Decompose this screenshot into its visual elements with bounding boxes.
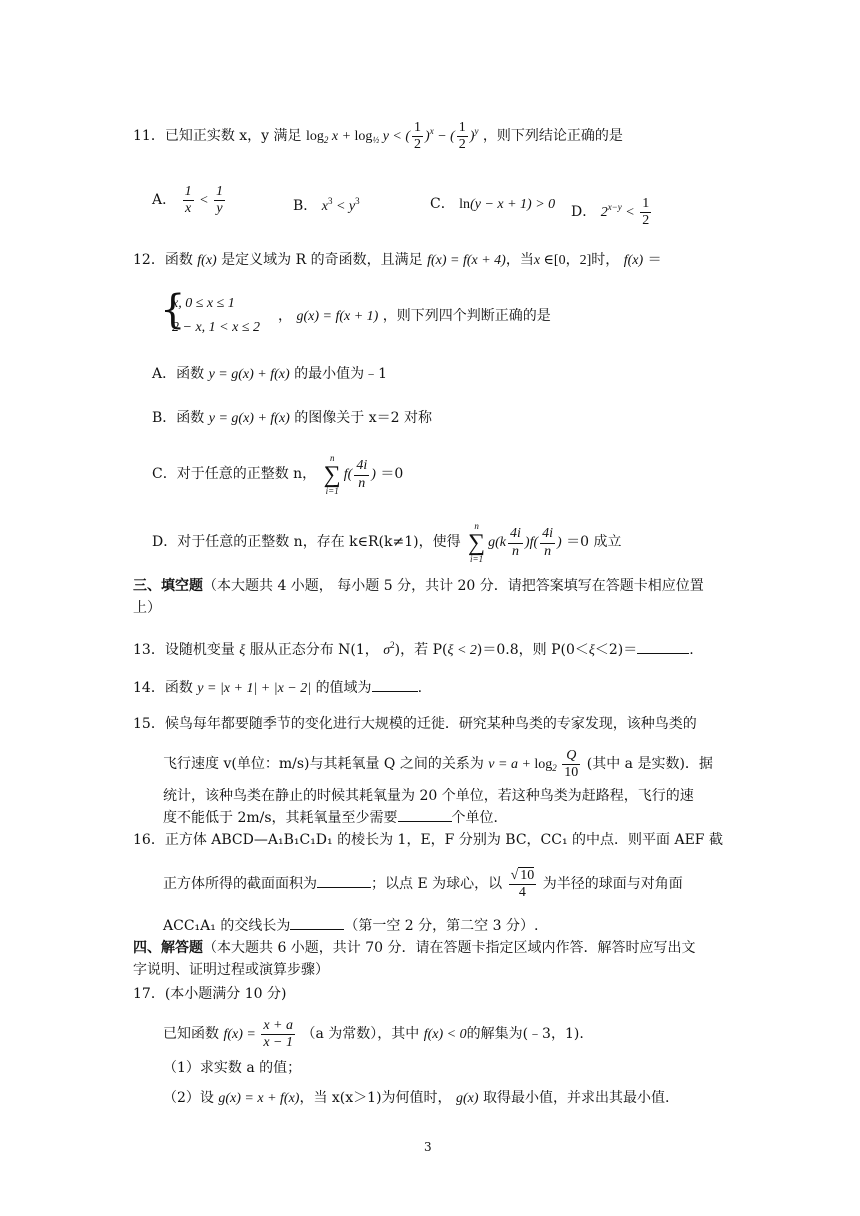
q17-part-2a: （2）设	[163, 1090, 214, 1106]
q12-opt-d-math: n ∑ i=1 g(k $\frac{4i}{n}$ )f( $\frac{4i}{n}$ )	[468, 521, 562, 564]
q17-part-1: （1）求实数 a 的值；	[163, 1060, 302, 1076]
q12-opt-c-post: ＝0	[380, 466, 404, 483]
q16-line-3	[163, 918, 538, 935]
q12-piece-1: x, 0 ≤ x ≤ 1	[172, 296, 235, 311]
q13-xi-lt-2: ξ < 2	[447, 643, 477, 658]
q11-opt-d-label: D．	[571, 203, 597, 220]
q11-option-a	[152, 184, 227, 217]
section-3-desc-2: 上）	[133, 600, 161, 616]
section-3-desc: （本大题共 4 小题， 每小题 5 分，共计 20 分．请把答案填写在答题卡相应位置	[203, 578, 704, 594]
answer-blank[interactable]	[290, 929, 344, 930]
answer-blank[interactable]	[372, 691, 418, 692]
sigma-squared: $\sigma^2$	[383, 640, 395, 658]
q15-line-2	[163, 748, 713, 781]
q14	[133, 680, 422, 698]
q13-a: 13．设随机变量	[133, 642, 235, 658]
q14-b: 的值域为	[315, 680, 372, 696]
answer-blank[interactable]	[637, 653, 689, 654]
q12-option-b	[152, 410, 432, 428]
q11-inequality: $\log_2 x + \log_{\frac{1}{2}} y$ < ( $\frac{1}{2}$ )$^x$ − ( $\frac{1}{2}$ )$^y$	[305, 120, 479, 153]
q11-opt-b-label: B．	[293, 198, 318, 214]
q13-d: )＝0.8，则 P(0＜	[476, 642, 589, 658]
q16-radius: $\frac{√ 10}{4}$	[510, 868, 535, 901]
answer-blank[interactable]	[317, 887, 371, 888]
q15-line-2b: (其中 a 是实数)．据	[586, 755, 713, 772]
piecewise-brace: {	[160, 287, 186, 333]
q12-stem-g: ，则下列四个判断正确的是	[382, 308, 551, 324]
q11-stem	[133, 120, 623, 153]
section-4-desc: （本大题共 6 小题，共计 70 分．请在答题卡指定区域内作答．解答时应写出文	[203, 940, 696, 956]
q17-gx: g(x) = x + f(x)	[218, 1091, 300, 1106]
q15-line-4	[163, 810, 508, 827]
q11-opt-c-math: ln(y − x + 1) > 0	[459, 197, 556, 212]
xi-symbol-2: ξ	[588, 643, 595, 658]
q17-gx-2: g(x)	[455, 1091, 479, 1106]
q12-option-a	[152, 366, 387, 384]
q12-periodic: f(x) = f(x + 4)	[427, 253, 506, 268]
section-3-header	[133, 578, 704, 595]
q16-line-1: 16．正方体 ABCD—A₁B₁C₁D₁ 的棱长为 1，E，F 分别为 BC，CC₁ 的中点．则平面 AEF 截	[133, 832, 723, 848]
q12-opt-a-math: y = g(x) + f(x)	[208, 367, 290, 382]
q12-option-c	[152, 454, 403, 496]
q16-line-3b: （第一空 2 分，第二空 3 分）.	[344, 918, 539, 934]
q17-head: 17．(本小题满分 10 分)	[133, 986, 287, 1002]
q11-option-b	[293, 196, 360, 216]
q13	[133, 640, 694, 660]
q12-opt-b-post: 的图像关于 x＝2 对称	[294, 410, 432, 426]
q17-line-1c: 的解集为(﹣3，1).	[466, 1025, 584, 1042]
q12-gx: g(x) = f(x + 1)	[296, 309, 379, 324]
q15-line-4b: 个单位．	[451, 810, 508, 826]
q12-stem-d: 时，	[591, 252, 620, 268]
q11-option-d	[571, 196, 653, 229]
q15-line-4a: 度不能低于 2m/s，其耗氧量至少需要	[163, 810, 398, 826]
q13-f: .	[689, 642, 694, 658]
q12-stem-c: ，当	[505, 252, 534, 268]
q17-part-2	[163, 1090, 669, 1108]
q17-part-2b: ，当 x(x＞1)为何值时，	[299, 1090, 452, 1106]
q12-opt-a-pre: A．函数	[152, 366, 205, 382]
q12-opt-b-math: y = g(x) + f(x)	[208, 411, 290, 426]
section-4-desc-2: 字说明、证明过程或演算步骤）	[133, 962, 329, 978]
q15-line-2a: 飞行速度 v(单位：m/s)与其耗氧量 Q 之间的关系为	[163, 755, 484, 772]
q11-opt-a-math: $\frac{1}{x}$ < $\frac{1}{y}$	[184, 184, 224, 217]
q12-opt-a-post: 的最小值为﹣1	[294, 366, 388, 382]
q11-opt-a-label: A．	[152, 191, 177, 208]
q12-opt-c-pre: C．对于任意的正整数 n，	[152, 466, 317, 483]
page-number: 3	[424, 1140, 432, 1154]
q13-c: )，若 P(	[394, 642, 448, 658]
q12-stem	[133, 252, 662, 270]
q16-line-2c: 为半径的球面与对角面	[542, 875, 683, 892]
q17-line-1a: 已知函数	[163, 1025, 219, 1042]
q13-e: ＜2)＝	[594, 642, 638, 658]
q12-opt-c-math: n ∑ i=1 f( $\frac{4i}{n}$ )	[323, 453, 376, 496]
q11-opt-c-label: C．	[430, 196, 455, 212]
q16-line-3a: ACC₁A₁ 的交线长为	[163, 918, 291, 934]
q16-line-2	[163, 868, 683, 901]
q17-fx: f(x) = $\frac{x + a}{x - 1}$	[223, 1018, 293, 1051]
answer-blank[interactable]	[398, 821, 452, 822]
q12-opt-d-pre: D．对于任意的正整数 n，存在 k∈R(k≠1)，使得	[152, 534, 461, 551]
q12-stem-f: ，	[278, 308, 292, 324]
q15-line-3: 统计，该种鸟类在静止的时候其耗氧量为 20 个单位，若这种鸟类为赶路程，飞行的速	[163, 788, 694, 804]
section-3-title: 三、填空题	[133, 578, 203, 594]
q14-math: y = |x + 1| + |x − 2|	[197, 681, 312, 696]
q15-line-1: 15．候鸟每年都要随季节的变化进行大规模的迁徙．研究某种鸟类的专家发现，该种鸟类的	[133, 716, 697, 732]
q17-line-1b: （a 为常数），其中	[301, 1025, 420, 1042]
q11-stem-text: 11．已知正实数 x，y 满足	[133, 127, 302, 144]
q12-option-d	[152, 522, 622, 564]
q11-option-c	[430, 196, 555, 214]
q14-c: .	[417, 680, 423, 696]
section-4-header	[133, 940, 696, 957]
q12-gx-line	[278, 308, 551, 326]
section-4-title: 四、解答题	[133, 940, 203, 956]
q12-piece-2: 2 − x, 1 < x ≤ 2	[172, 320, 261, 335]
xi-symbol: ξ	[239, 643, 246, 658]
q16-line-2a: 正方体所得的截面面积为	[163, 875, 317, 892]
q17-line-1	[163, 1018, 584, 1051]
q12-stem-b: 是定义域为 R 的奇函数，且满足	[221, 252, 423, 268]
q11-opt-b-math: $x^3 < y^3$	[321, 196, 360, 214]
q12-stem-a: 12．函数	[133, 252, 193, 268]
q14-a: 14．函数	[133, 680, 193, 696]
q17-part-2c: 取得最小值，并求出其最小值.	[482, 1090, 670, 1106]
q17-fx-lt-0: f(x) < 0	[423, 1026, 467, 1042]
q12-opt-b-pre: B．函数	[152, 410, 205, 426]
q11-opt-d-math: $2^{x-y}$ < $\frac{1}{2}$	[600, 196, 650, 229]
q12-opt-d-post: ＝0 成立	[566, 534, 622, 551]
q12-fx: f(x)	[197, 253, 217, 268]
q16-line-2b: ；以点 E 为球心，以	[371, 875, 503, 892]
q12-stem-e: ＝	[647, 252, 662, 268]
q12-domain: x ∈[0，2]	[533, 253, 592, 268]
q13-b: 服从正态分布 N(1，	[249, 642, 379, 658]
q15-formula: $v = a + \log_2$ $\frac{Q}{10}$	[488, 748, 579, 781]
q11-stem-tail: ，则下列结论正确的是	[482, 127, 623, 144]
q12-fx-2: f(x)	[623, 253, 644, 268]
